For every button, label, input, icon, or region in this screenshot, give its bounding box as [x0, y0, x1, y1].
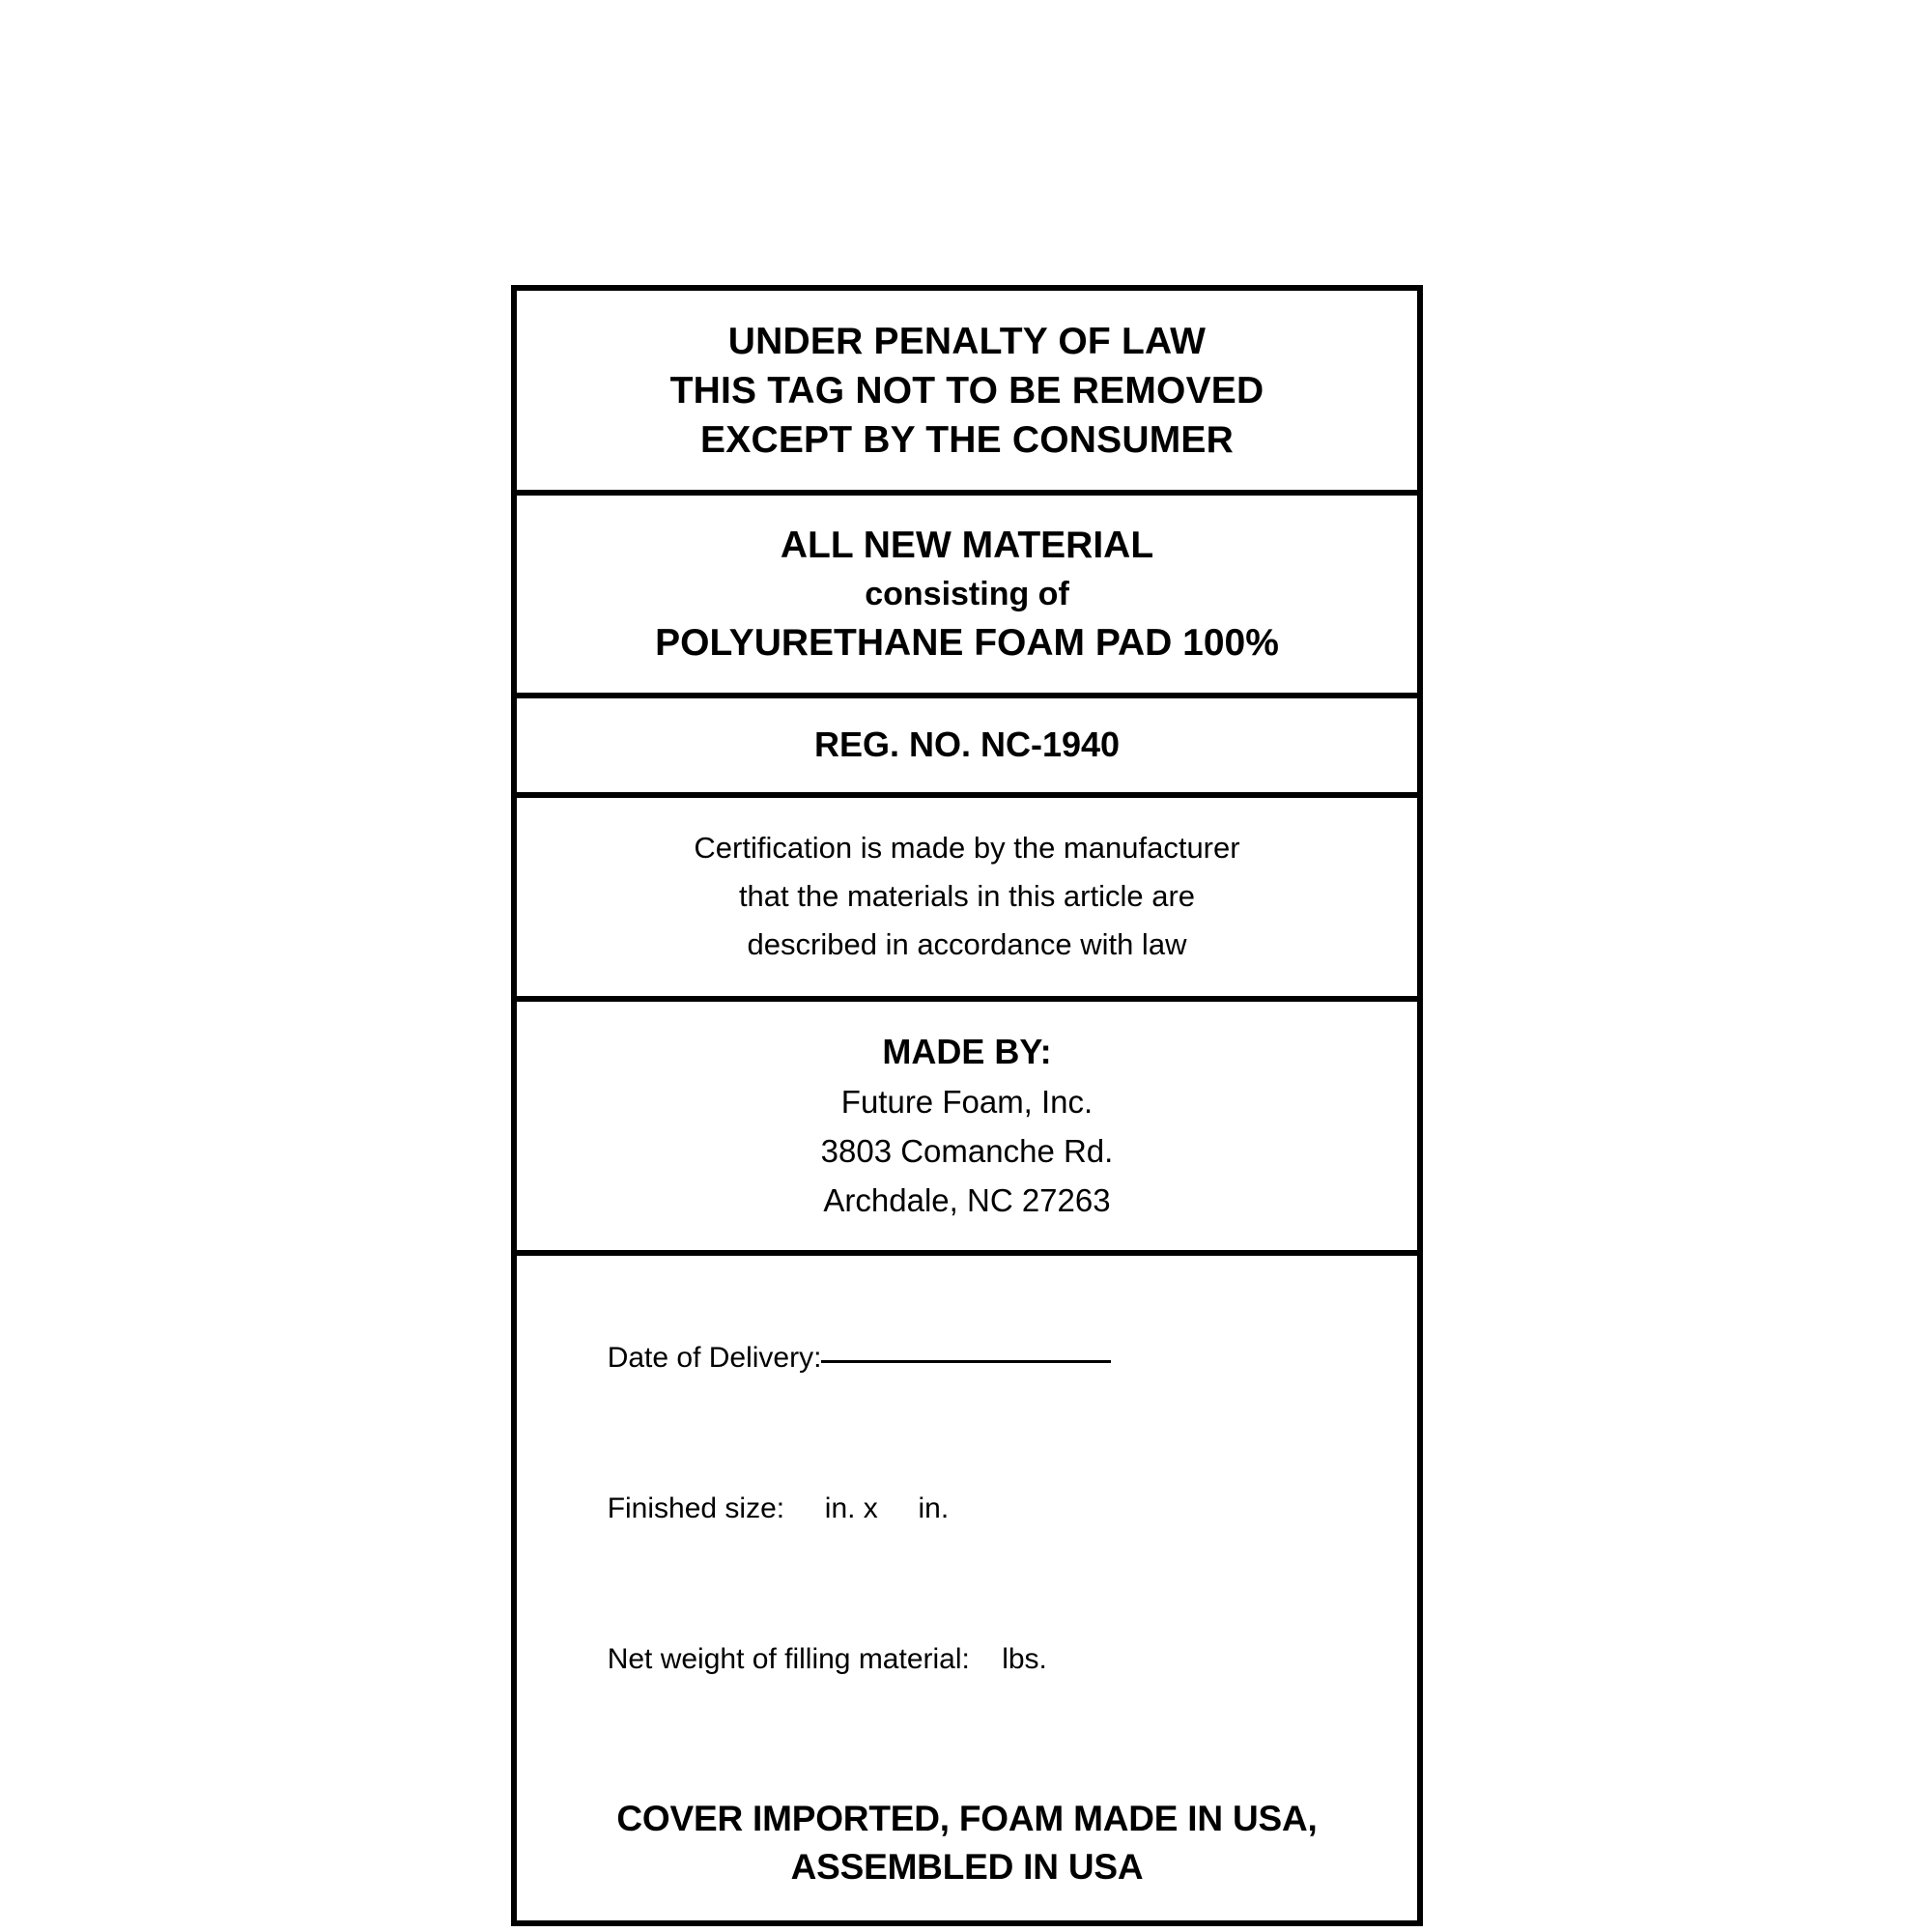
net-weight-label: Net weight of filling material: — [607, 1643, 970, 1675]
material-connector: consisting of — [865, 576, 1069, 612]
certification-line-1: Certification is made by the manufacturer — [694, 831, 1240, 865]
material-heading: ALL NEW MATERIAL — [780, 525, 1154, 566]
penalty-notice-line-2: THIS TAG NOT TO BE REMOVED — [669, 370, 1264, 412]
date-of-delivery-label: Date of Delivery: — [607, 1342, 822, 1374]
net-weight-value[interactable]: lbs. — [969, 1643, 1047, 1675]
finished-size-value[interactable]: in. x in. — [784, 1492, 950, 1524]
manufacturer-street: 3803 Comanche Rd. — [820, 1133, 1114, 1169]
certification-section — [517, 798, 1417, 1002]
certification-line-3: described in accordance with law — [747, 927, 1187, 961]
manufacturer-city-state-zip: Archdale, NC 27263 — [823, 1182, 1111, 1218]
material-content: POLYURETHANE FOAM PAD 100% — [655, 622, 1279, 664]
registration-number: REG. NO. NC-1940 — [813, 724, 1121, 764]
origin-line-1: COVER IMPORTED, FOAM MADE IN USA, — [616, 1799, 1318, 1838]
material-section — [517, 496, 1417, 698]
penalty-notice-line-3: EXCEPT BY THE CONSUMER — [700, 419, 1234, 461]
certification-line-2: that the materials in this article are — [738, 879, 1196, 913]
date-of-delivery-row — [543, 1283, 1417, 1434]
delivery-details-section — [517, 1256, 1417, 1920]
law-label-tag — [511, 285, 1423, 1926]
penalty-notice-line-1: UNDER PENALTY OF LAW — [727, 321, 1207, 362]
finished-size-row — [543, 1434, 1417, 1584]
net-weight-row — [543, 1584, 1417, 1735]
date-of-delivery-input[interactable] — [821, 1360, 1111, 1363]
penalty-notice-section — [517, 291, 1417, 496]
delivery-fields — [517, 1283, 1417, 1735]
manufacturer-name: Future Foam, Inc. — [840, 1084, 1094, 1120]
origin-statement — [517, 1795, 1417, 1891]
finished-size-label: Finished size: — [607, 1492, 785, 1524]
manufacturer-heading: MADE BY: — [882, 1032, 1052, 1071]
registration-section — [517, 698, 1417, 798]
manufacturer-section — [517, 1002, 1417, 1256]
origin-line-2: ASSEMBLED IN USA — [790, 1847, 1144, 1887]
